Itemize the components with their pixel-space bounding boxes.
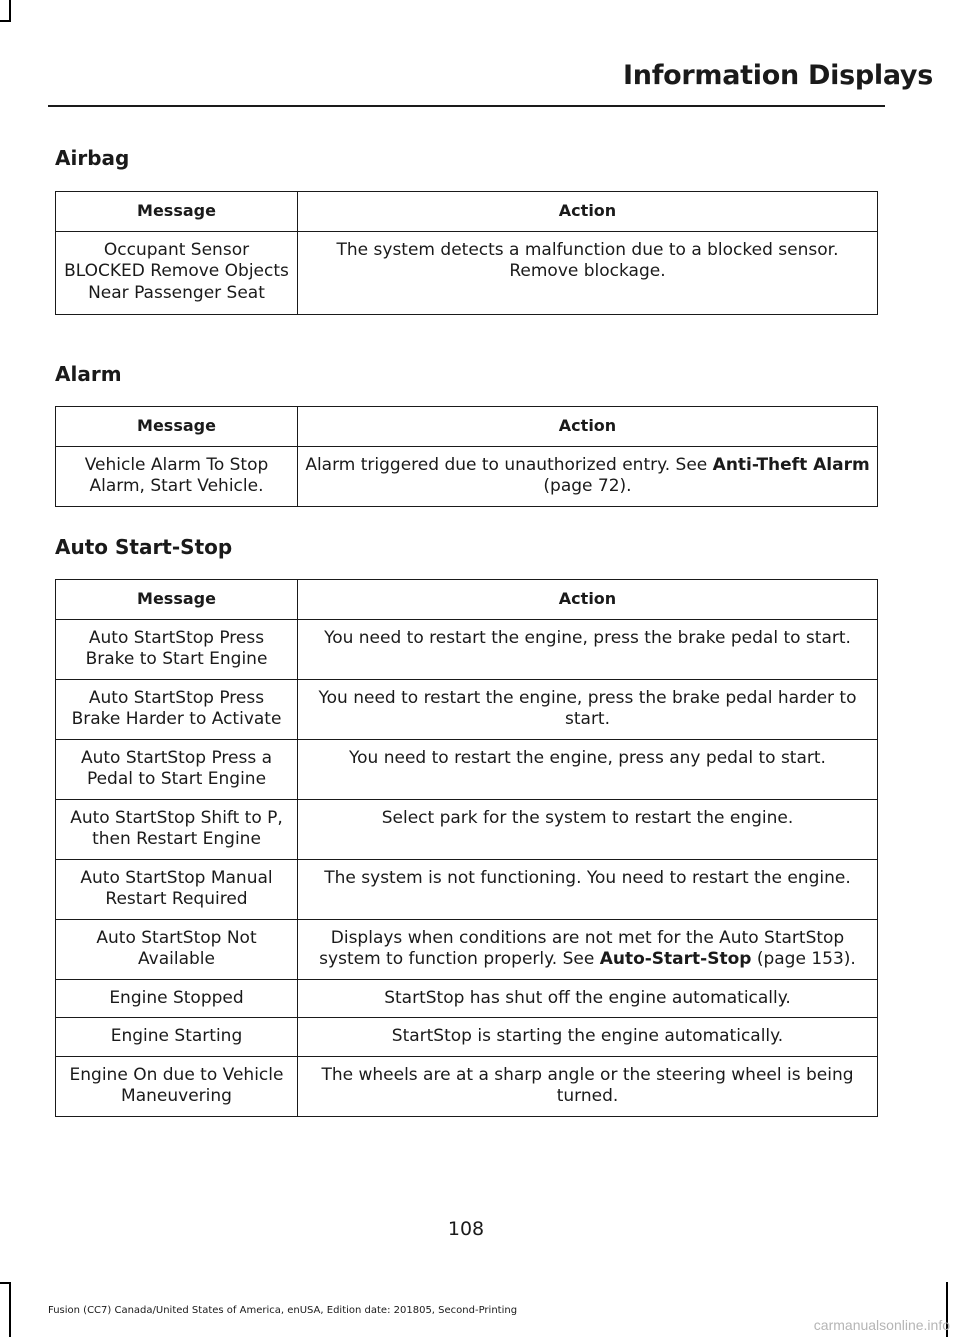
table-row xyxy=(56,979,878,1018)
column-header-action: Action xyxy=(298,192,878,232)
table-row xyxy=(56,446,878,506)
auto-start-stop-table xyxy=(55,579,878,1117)
cross-reference-link[interactable]: Auto-Start-Stop xyxy=(599,949,752,969)
header-rule xyxy=(48,105,885,107)
table-header-row xyxy=(56,407,878,447)
action-cell: You need to restart the engine, press any pedal to start. xyxy=(298,739,878,799)
column-header-message: Message xyxy=(56,580,298,620)
airbag-table xyxy=(55,191,878,315)
table-row xyxy=(56,919,878,979)
action-cell: The system detects a malfunction due to a blocked sensor. Remove blockage. xyxy=(298,231,878,314)
action-cell: Select park for the system to restart the engine. xyxy=(298,799,878,859)
cross-reference-link[interactable]: Anti-Theft Alarm xyxy=(712,454,870,475)
message-cell: Engine Starting xyxy=(56,1018,298,1057)
action-cell: The wheels are at a sharp angle or the steering wheel is being turned. xyxy=(298,1056,878,1116)
action-cell: The system is not functioning. You need to restart the engine. xyxy=(298,859,878,919)
message-cell: Auto StartStop Press Brake Harder to Activate xyxy=(56,679,298,739)
table-header-row xyxy=(56,192,878,232)
action-cell: StartStop has shut off the engine automatically. xyxy=(298,979,878,1018)
watermark: carmanualsonline.info xyxy=(813,1317,950,1333)
message-cell: Occupant Sensor BLOCKED Remove Objects Near Passenger Seat xyxy=(56,231,298,314)
table-row xyxy=(56,859,878,919)
message-cell: Auto StartStop Manual Restart Required xyxy=(56,859,298,919)
table-header-row xyxy=(56,580,878,620)
table-row xyxy=(56,619,878,679)
section-title-auto-start-stop: Auto Start-Stop xyxy=(55,535,233,559)
column-header-message: Message xyxy=(56,192,298,232)
action-text: Displays when conditions are not met for the Auto StartStop system to function properly. See xyxy=(319,927,845,969)
table-row xyxy=(56,679,878,739)
footer-edition-info: Fusion (CC7) Canada/United States of America, enUSA, Edition date: 201805, Second-Printing xyxy=(48,1305,518,1316)
table-row xyxy=(56,799,878,859)
crop-mark-top-left-h xyxy=(0,20,11,22)
column-header-message: Message xyxy=(56,407,298,447)
table-row xyxy=(56,739,878,799)
section-title-airbag: Airbag xyxy=(55,146,130,170)
page-reference: (page 72). xyxy=(543,476,632,496)
table-row xyxy=(56,231,878,314)
crop-mark-bottom-left-v xyxy=(9,1282,11,1337)
message-cell: Auto StartStop Not Available xyxy=(56,919,298,979)
crop-mark-bottom-left-h xyxy=(0,1282,11,1284)
message-cell: Auto StartStop Shift to P, then Restart Engine xyxy=(56,799,298,859)
message-cell: Auto StartStop Press Brake to Start Engine xyxy=(56,619,298,679)
crop-mark-top-left-v xyxy=(9,0,11,20)
page-reference: (page 153). xyxy=(756,949,856,969)
table-row xyxy=(56,1056,878,1116)
page-header-title: Information Displays xyxy=(623,60,933,91)
column-header-action: Action xyxy=(298,407,878,447)
action-cell xyxy=(298,446,878,506)
action-cell: You need to restart the engine, press the brake pedal to start. xyxy=(298,619,878,679)
page-number: 108 xyxy=(447,1218,485,1240)
action-cell xyxy=(298,919,878,979)
section-title-alarm: Alarm xyxy=(55,362,122,386)
message-cell: Auto StartStop Press a Pedal to Start Engine xyxy=(56,739,298,799)
action-cell: You need to restart the engine, press the brake pedal harder to start. xyxy=(298,679,878,739)
action-cell: StartStop is starting the engine automatically. xyxy=(298,1018,878,1057)
action-text: Alarm triggered due to unauthorized entry. See xyxy=(305,454,708,475)
message-cell: Vehicle Alarm To Stop Alarm, Start Vehicle. xyxy=(56,446,298,506)
message-cell: Engine Stopped xyxy=(56,979,298,1018)
message-cell: Engine On due to Vehicle Maneuvering xyxy=(56,1056,298,1116)
alarm-table xyxy=(55,406,878,507)
table-row xyxy=(56,1018,878,1057)
column-header-action: Action xyxy=(298,580,878,620)
